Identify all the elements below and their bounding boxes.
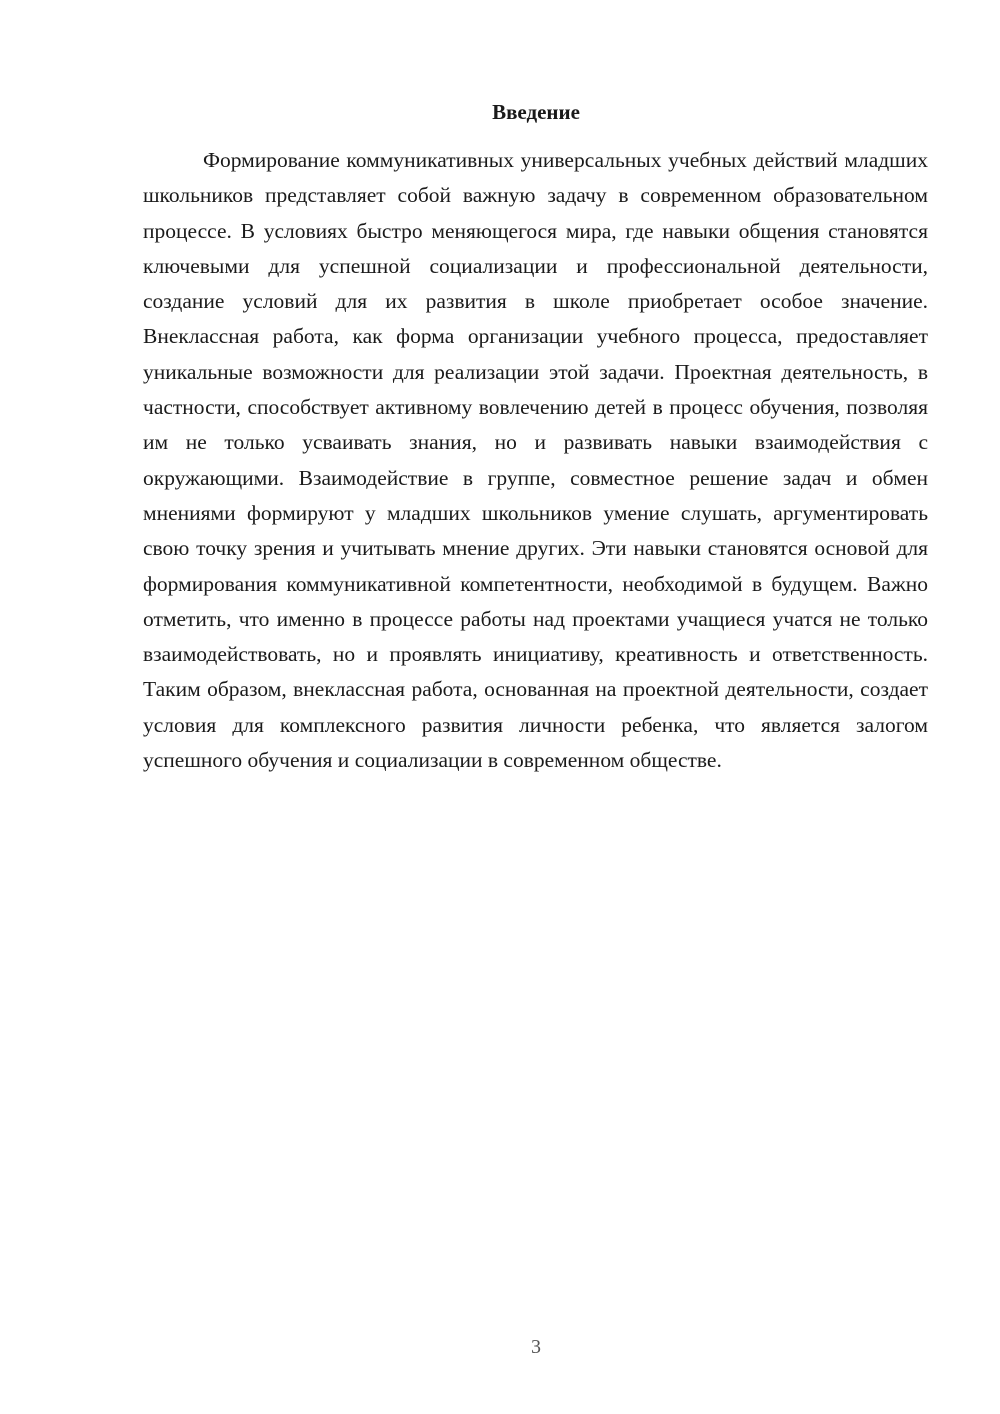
body-paragraph: Формирование коммуникативных универсальных учебных действий младших школьников представляет собой важную задачу в современном образовательном процессе. В условиях быстро меняющегося мира, где навыки общения становятся ключевыми для успешной социализации и профессиональной деятельности, создание условий для их развития в школе приобретает особое значение. Внеклассная работа, как форма организации учебного процесса, предоставляет уникальные возможности для реализации этой задачи. Проектная деятельность, в частности, способствует активному вовлечению детей в процесс обучения, позволяя им не только усваивать знания, но и развивать навыки взаимодействия с окружающими. Взаимодействие в группе, совместное решение задач и обмен мнениями формируют у младших школьников умение слушать, аргументировать свою точку зрения и учитывать мнение других. Эти навыки становятся основой для формирования коммуникативной компетентности, необходимой в будущем. Важно отметить, что именно в процессе работы над проектами учащиеся учатся не только взаимодействовать, но и проявлять инициативу, креативность и ответственность. Таким образом, внеклассная работа, основанная на проектной деятельности, создает условия для комплексного развития личности ребенка, что является залогом успешного обучения и социализации в современном обществе. [143,148,928,773]
section-heading: Введение [492,100,580,124]
page-number: 3 [531,1336,541,1358]
